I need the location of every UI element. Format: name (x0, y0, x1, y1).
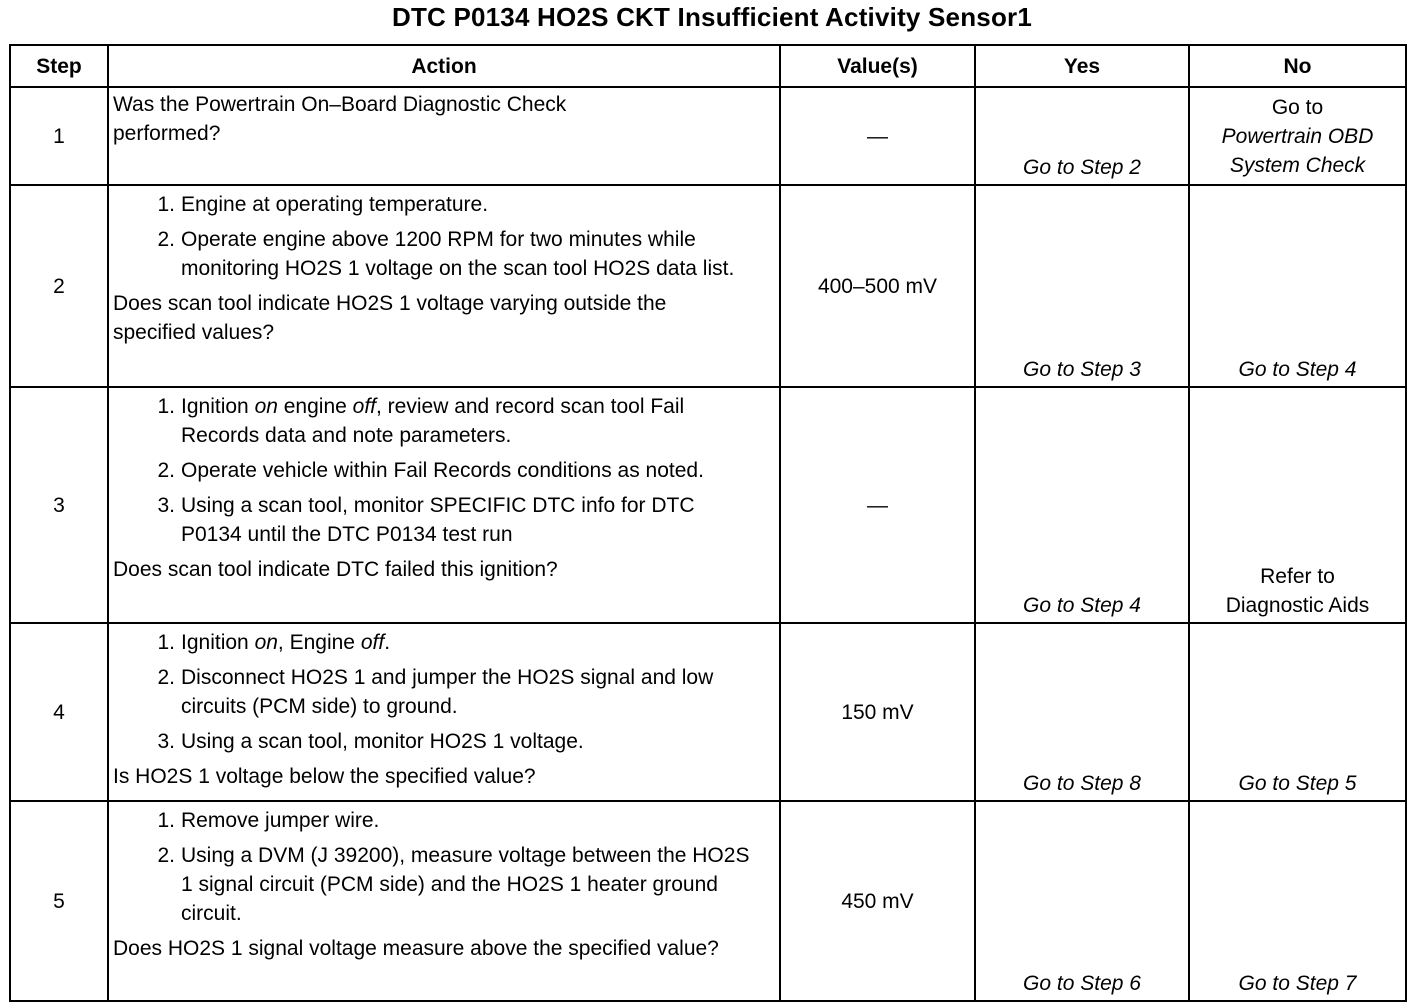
step-number: 1 (10, 87, 108, 185)
action-cell (108, 623, 780, 801)
no-line: System Check (1229, 153, 1366, 177)
action-item: 2. Operate vehicle within Fail Records conditions as noted. (157, 459, 704, 482)
yes-cell: Go to Step 8 (975, 623, 1189, 801)
no-line: Powertrain OBD (1221, 124, 1374, 148)
action-item: 1. Remove jumper wire. (157, 809, 380, 832)
diagnostic-table (9, 44, 1407, 1002)
action-question: Does scan tool indicate HO2S 1 voltage varying outside the specified values? (113, 292, 667, 344)
table-row (10, 387, 1406, 623)
no-line: Go to (1271, 95, 1324, 119)
no-cell: Go to Step 5 (1189, 623, 1406, 801)
action-cell (108, 801, 780, 1001)
table-row (10, 801, 1406, 1001)
no-cell (1189, 87, 1406, 185)
action-item: 1. Ignition on, Engine off. (157, 631, 391, 654)
value-cell: — (780, 387, 975, 623)
action-question: Does scan tool indicate DTC failed this ignition? (113, 558, 558, 581)
table-row (10, 623, 1406, 801)
page-title: DTC P0134 HO2S CKT Insufficient Activity Sensor1 (391, 2, 1033, 32)
action-item: 3. Using a scan tool, monitor HO2S 1 voltage. (157, 730, 584, 753)
yes-cell: Go to Step 4 (975, 387, 1189, 623)
yes-cell: Go to Step 3 (975, 185, 1189, 387)
action-question: Was the Powertrain On–Board Diagnostic Check performed? (113, 93, 567, 145)
value-cell: 150 mV (780, 623, 975, 801)
action-question: Does HO2S 1 signal voltage measure above the specified value? (113, 937, 719, 960)
action-question: Is HO2S 1 voltage below the specified value? (113, 765, 536, 788)
action-cell (108, 185, 780, 387)
no-cell (1189, 387, 1406, 623)
value-cell: 450 mV (780, 801, 975, 1001)
header-value: Value(s) (780, 45, 975, 87)
no-cell: Go to Step 4 (1189, 185, 1406, 387)
table-header-row (10, 45, 1406, 87)
yes-cell: Go to Step 2 (975, 87, 1189, 185)
value-cell: — (780, 87, 975, 185)
action-item: 2. Using a DVM (J 39200), measure voltage between the HO2S 1 signal circuit (PCM side) and the HO2S 1 heater ground circuit. (157, 844, 750, 925)
action-item: 2. Operate engine above 1200 RPM for two minutes while monitoring HO2S 1 voltage on the scan tool HO2S data list. (157, 228, 735, 280)
step-number: 4 (10, 623, 108, 801)
step-number: 3 (10, 387, 108, 623)
header-no: No (1189, 45, 1406, 87)
step-number: 5 (10, 801, 108, 1001)
action-item: 2. Disconnect HO2S 1 and jumper the HO2S signal and low circuits (PCM side) to ground. (157, 666, 714, 718)
yes-cell: Go to Step 6 (975, 801, 1189, 1001)
header-action: Action (108, 45, 780, 87)
no-line: Diagnostic Aids (1225, 594, 1370, 617)
action-item: 1. Engine at operating temperature. (157, 193, 489, 216)
table-row (10, 185, 1406, 387)
step-number: 2 (10, 185, 108, 387)
no-line: Refer to (1260, 565, 1335, 588)
action-item: 3. Using a scan tool, monitor SPECIFIC DTC info for DTC P0134 until the DTC P0134 test run (157, 494, 695, 546)
no-cell: Go to Step 7 (1189, 801, 1406, 1001)
value-cell: 400–500 mV (780, 185, 975, 387)
header-yes: Yes (975, 45, 1189, 87)
action-cell (108, 387, 780, 623)
header-step: Step (10, 45, 108, 87)
table-row (10, 87, 1406, 185)
action-item: 1. Ignition on engine off, review and record scan tool Fail Records data and note parameters. (157, 395, 685, 447)
action-cell (108, 87, 780, 185)
